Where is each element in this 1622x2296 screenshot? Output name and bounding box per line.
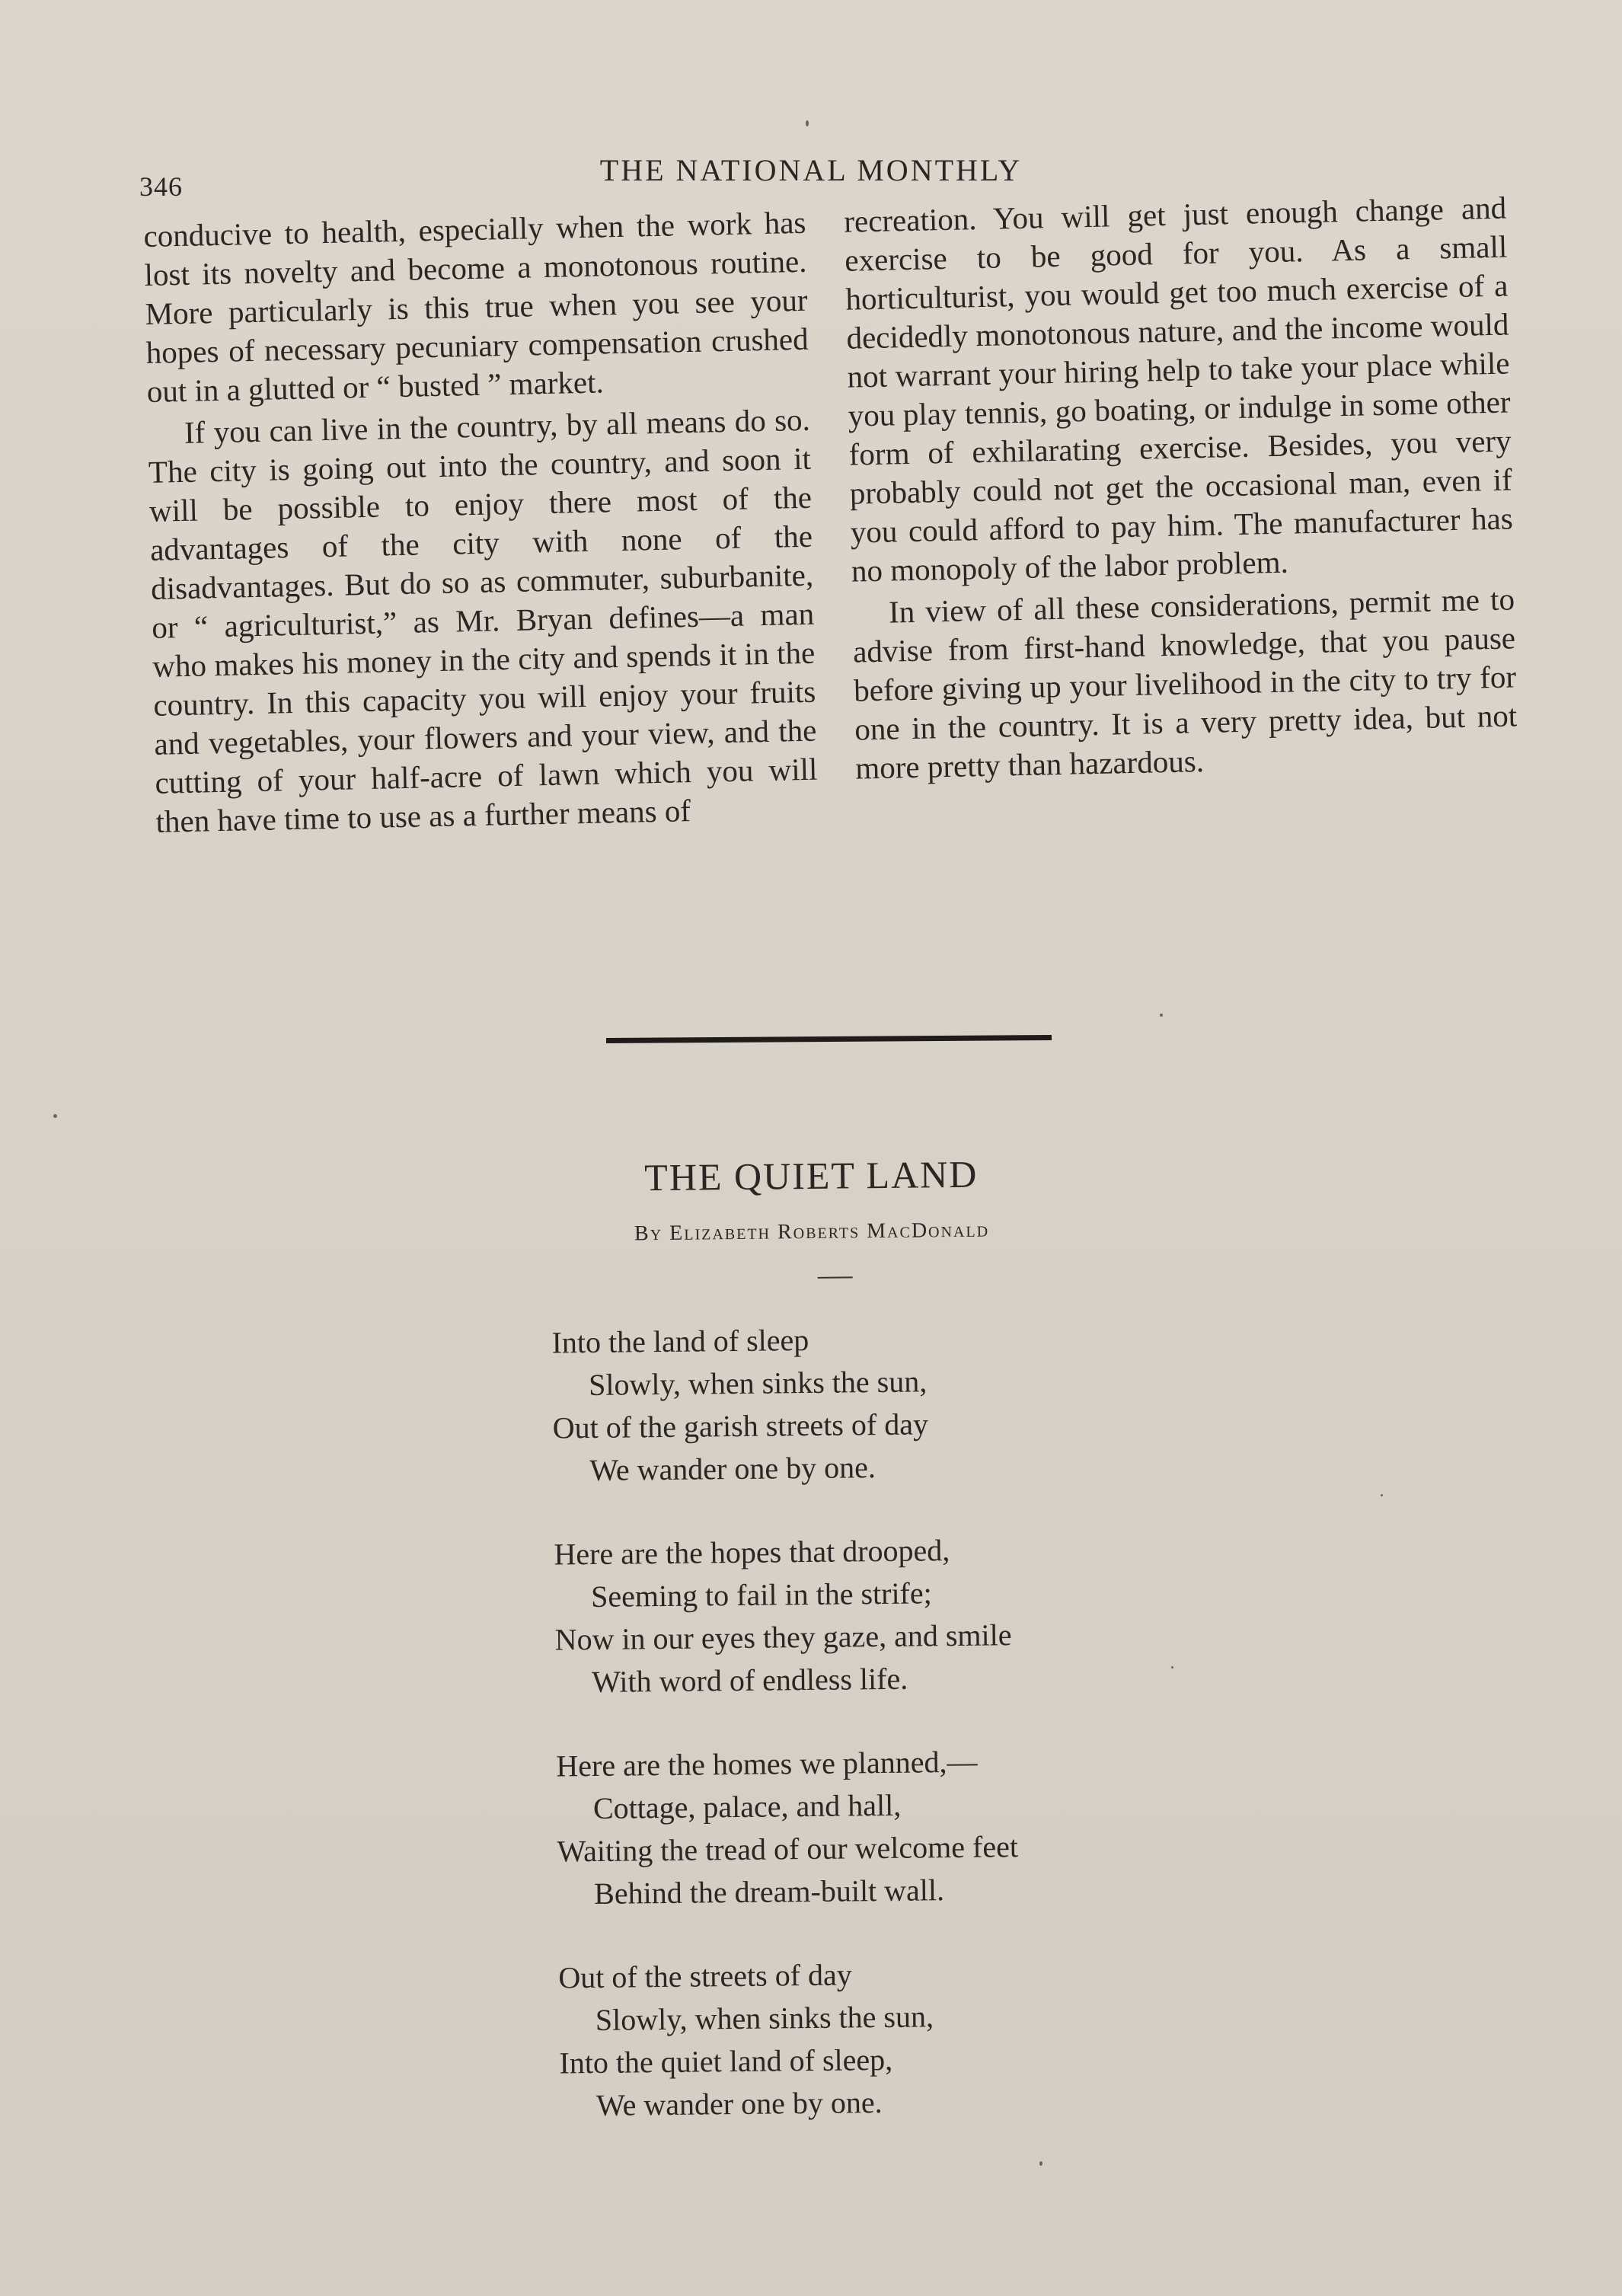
paper-speck [1039, 2161, 1042, 2166]
poem-line: Here are the homes we planned,— [556, 1744, 978, 1783]
section-divider [606, 1035, 1052, 1043]
poem-line: Now in our eyes they gaze, and smile [554, 1617, 1012, 1657]
page-number: 346 [139, 171, 183, 202]
paper-speck [1381, 1494, 1383, 1496]
paragraph: conducive to health, especially when the work has lost its novelty and become a monotonous routine. More particularly is this true when you see your hopes of necessary pecuniary compensation crushed out in a glutted or “ busted ” market. [143, 204, 809, 409]
poem-line: We wander one by one. [595, 2085, 883, 2122]
article-columns [143, 189, 1521, 940]
poem-line: Into the quiet land of sleep, [559, 2042, 893, 2080]
poem-line: With word of endless life. [592, 1661, 908, 1699]
poem-line: Behind the dream-built wall. [593, 1873, 945, 1911]
paragraph: recreation. You will get just enough change and exercise to be good for you. As a small horticulturist, you would get too much exercise of a decidedly monotonous nature, and the income would not warrant your hiring help to take your place while you play tennis, go boating, or indulge in some other form of exhilarating exercise. Besides, you very probably could not get the occasional man, even if you could afford to pay him. The manufacturer has no monopoly of the labor problem. [843, 190, 1514, 589]
poem-line: Cottage, palace, and hall, [592, 1787, 902, 1825]
paper-speck [1171, 1666, 1173, 1669]
poem-stanzas [551, 1315, 1170, 2168]
paragraph: If you can live in the country, by all means do so. The city is going out into the country, and soon it will be possible to enjoy there most of the advantages of the city with none of the disadvantages. But do so as commuter, suburbanite, or “ agriculturist,” as Mr. Bryan defines—a man who makes his money in the city and spends it in the country. In this capacity you will enjoy your fruits and vegetables, your flowers and your view, and the cutting of your half-acre of lawn which you will then have time to use as a further means of [148, 401, 818, 839]
poem-line: Into the land of sleep [551, 1322, 809, 1360]
paper-speck [1160, 1014, 1163, 1017]
stanza [556, 1739, 1167, 1915]
poem-byline: By Elizabeth Roberts MacDonald [634, 1218, 990, 1246]
paragraph: In view of all these considerations, permit me to advise from first-hand knowledge, that you pause before giving up your livelihood in the city to try for one in the country. It is a very pretty idea, but not more pretty than hazardous. [852, 581, 1518, 786]
poem-line: Waiting the tread of our welcome feet [557, 1829, 1019, 1869]
poem-line: Seeming to fail in the strife; [590, 1576, 932, 1614]
poem-line: Slowly, when sinks the sun, [595, 1999, 934, 2037]
poem-title: THE QUIET LAND [643, 1152, 979, 1199]
title-dash [818, 1276, 853, 1278]
poem-line: Here are the hopes that drooped, [554, 1533, 950, 1572]
stanza [558, 1950, 1169, 2127]
poem [0, 1145, 1622, 2152]
poem-line: We wander one by one. [589, 1450, 876, 1488]
journal-title: THE NATIONAL MONTHLY [599, 153, 1023, 187]
left-column [143, 203, 819, 841]
poem-line: Out of the streets of day [558, 1957, 852, 1995]
stanza [551, 1315, 1162, 1492]
poem-line: Out of the garish streets of day [552, 1407, 929, 1445]
right-column [844, 189, 1518, 788]
paper-speck [53, 1114, 57, 1118]
paper-speck [806, 120, 809, 126]
poem-line: Slowly, when sinks the sun, [588, 1364, 928, 1403]
stanza [554, 1527, 1164, 1704]
